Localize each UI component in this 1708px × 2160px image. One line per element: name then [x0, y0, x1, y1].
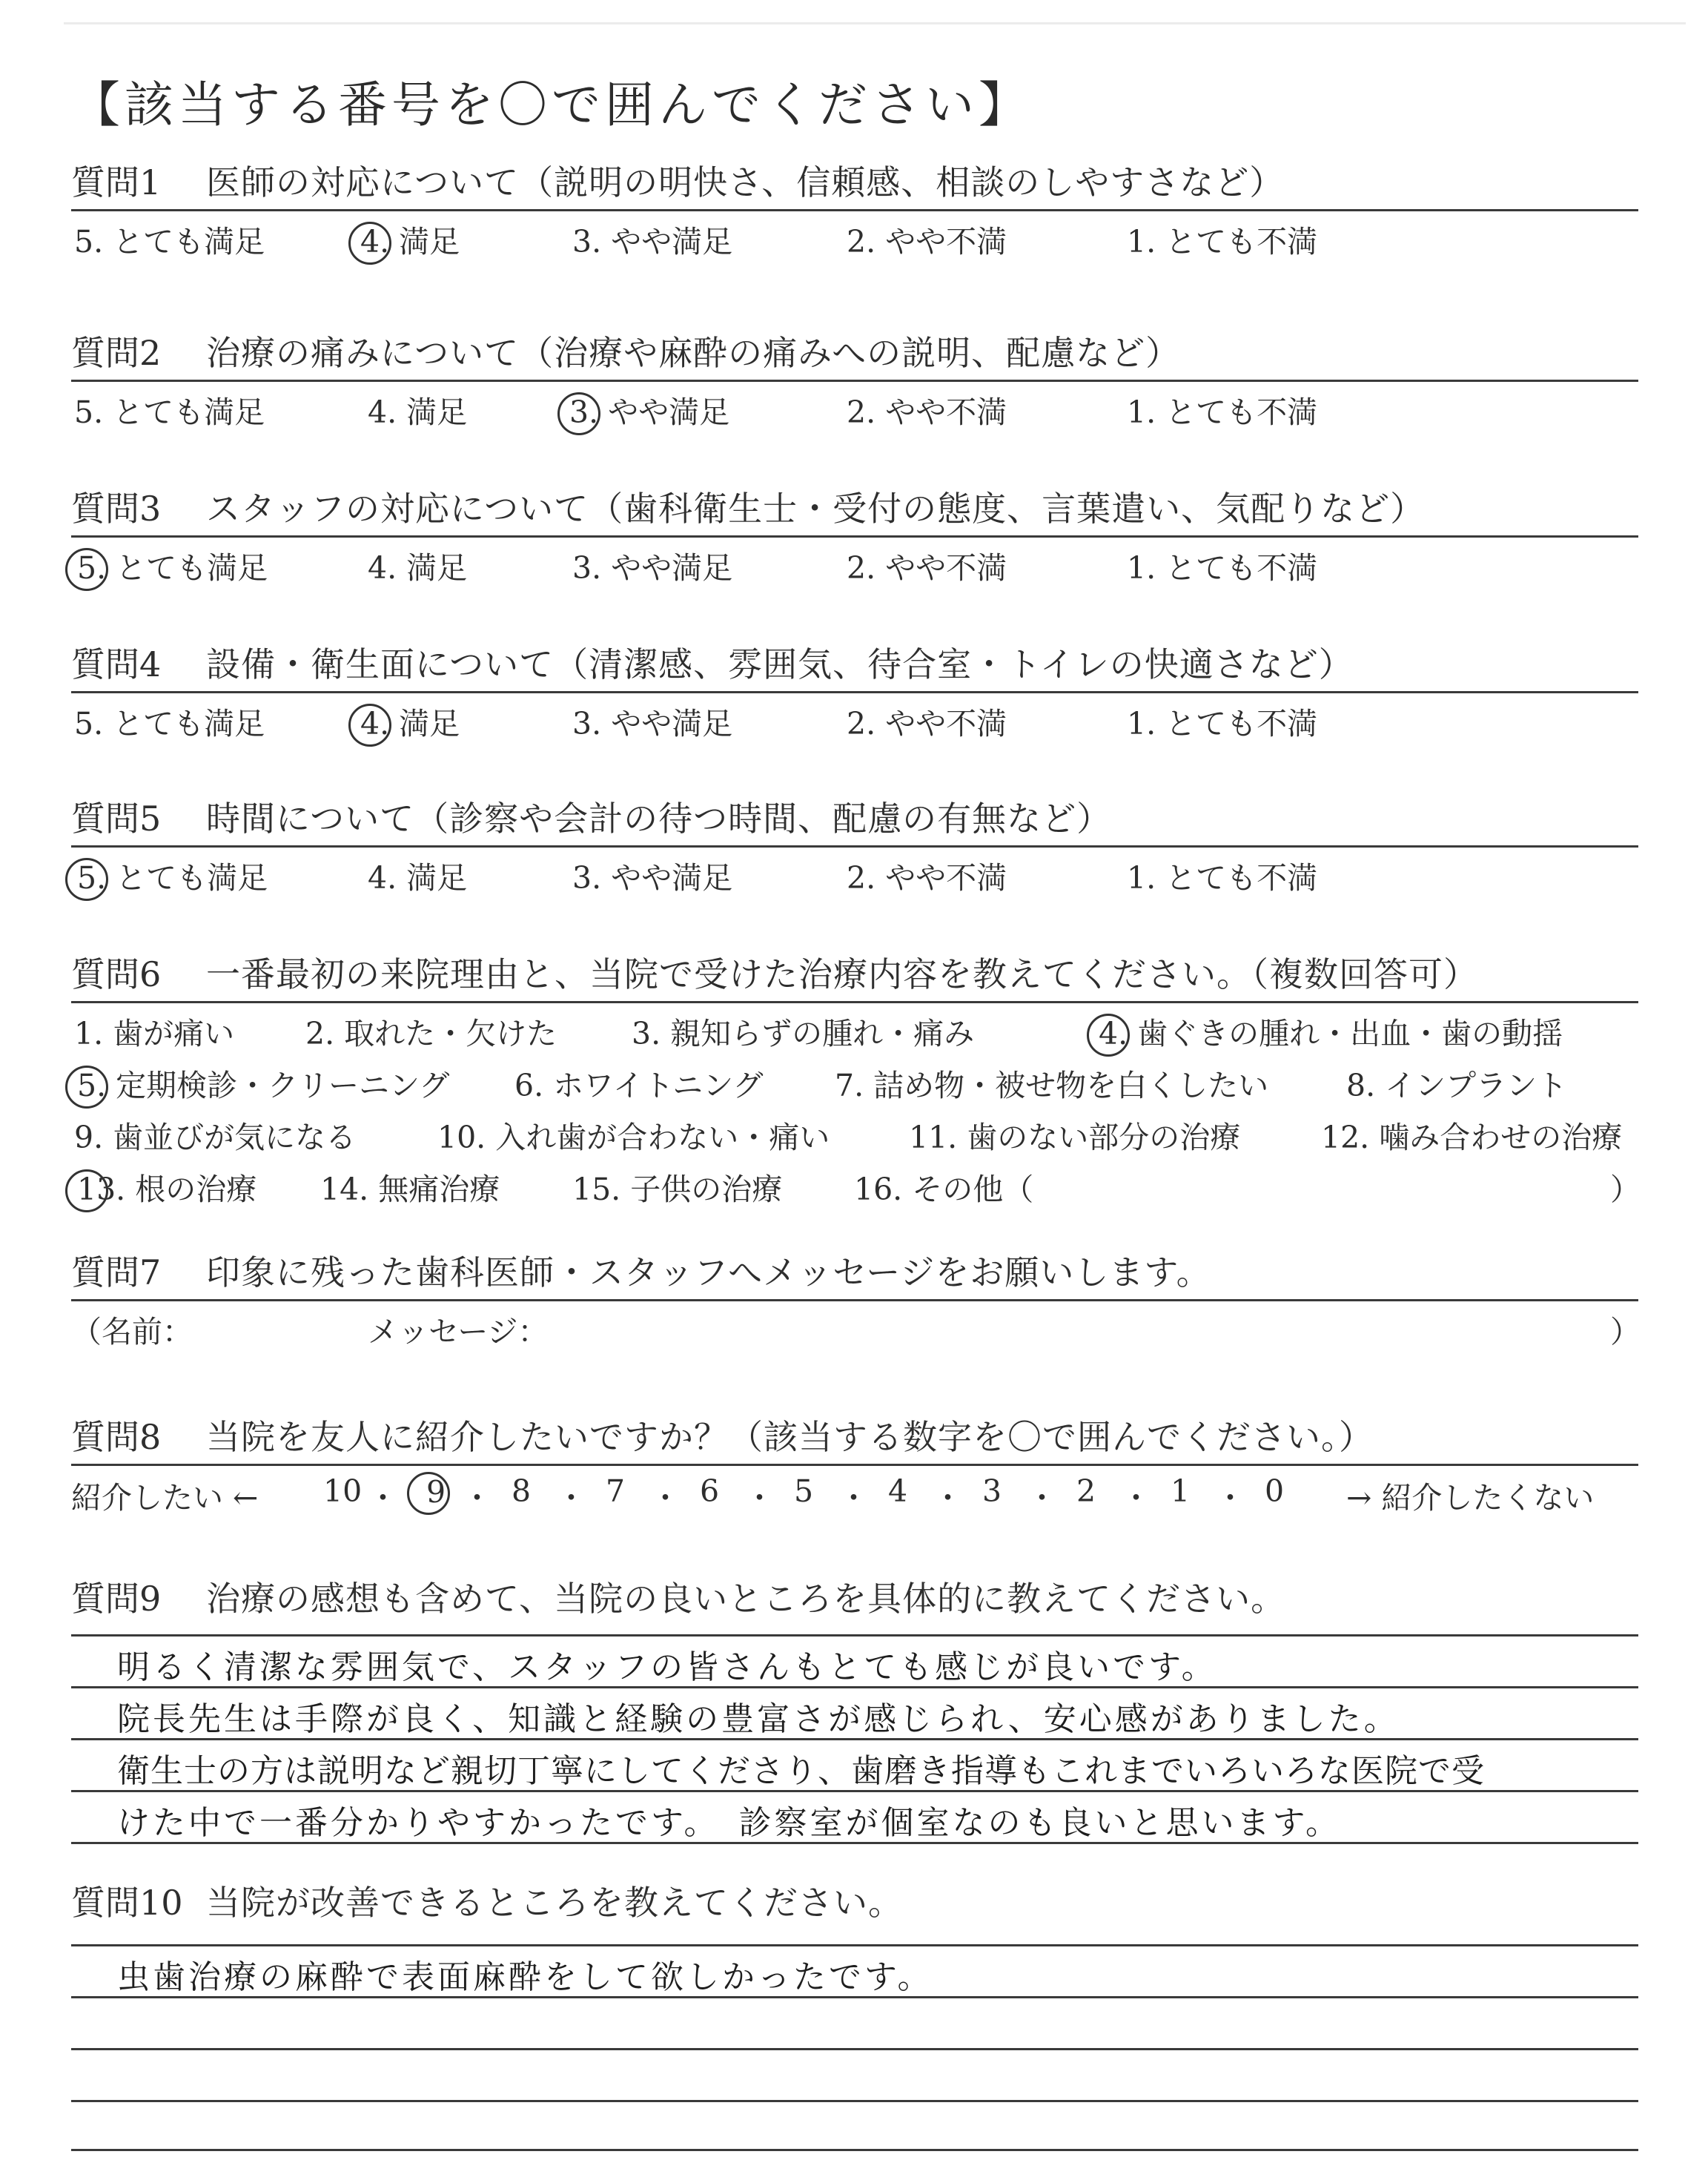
- question-1: [71, 156, 1638, 259]
- scale-left-label: 紹介したい ←: [71, 1480, 259, 1516]
- reason-16[interactable]: 16. その他（: [854, 1172, 1034, 1207]
- answer-line-2: 院長先生は手際が良く、知識と経験の豊富さが感じられ、安心感がありました。: [117, 1700, 1400, 1738]
- option-4[interactable]: [354, 699, 460, 748]
- option-2[interactable]: 2. やや不満: [847, 550, 1007, 586]
- reason-15[interactable]: 15. 子供の治療: [572, 1172, 783, 1207]
- scale-separator: ・: [744, 1480, 775, 1516]
- question-header: [71, 1246, 1638, 1301]
- option-3[interactable]: 3. やや満足: [572, 706, 733, 742]
- scale-separator: ・: [556, 1480, 586, 1516]
- recommend-scale: [71, 1466, 1638, 1516]
- rating-options: [71, 211, 1638, 259]
- reason-13[interactable]: [71, 1165, 256, 1214]
- top-edge-line: [64, 22, 1686, 24]
- option-label: 13. 根の治療: [77, 1172, 257, 1207]
- question-text: 医師の対応について（説明の明快さ、信頼感、相談のしやすさなど）: [206, 162, 1285, 202]
- scale-value-3[interactable]: [982, 1473, 1002, 1509]
- option-5[interactable]: 5. とても満足: [74, 706, 265, 742]
- option-2[interactable]: 2. やや不満: [847, 706, 1007, 742]
- scale-number: 2: [1076, 1473, 1096, 1509]
- question-4: [71, 638, 1638, 741]
- scale-separator: ・: [462, 1480, 492, 1516]
- question-header: [71, 1572, 1638, 1625]
- answer-line-3: 衛生士の方は説明など親切丁寧にしてくださり、歯磨き指導もこれまでいろいろな医院で受: [117, 1752, 1485, 1790]
- ruled-line: [71, 1634, 1638, 1636]
- question-label: 質問10: [71, 1883, 183, 1923]
- scale-separator: ・: [838, 1480, 869, 1516]
- question-3: [71, 482, 1638, 585]
- question-label: 質問2: [71, 333, 162, 373]
- question-8: [71, 1410, 1638, 1516]
- ruled-line: [71, 2048, 1638, 2050]
- option-label: 3. やや満足: [569, 394, 730, 430]
- message-label: メッセージ：: [368, 1314, 549, 1350]
- improvement-answer[interactable]: [71, 1929, 1638, 2152]
- rating-options: [71, 848, 1638, 895]
- reason-row-3: [71, 1107, 1638, 1159]
- scale-number: 4: [888, 1473, 908, 1509]
- selection-circle: [407, 1472, 450, 1515]
- ruled-line: [71, 2100, 1638, 2102]
- question-text: 一番最初の来院理由と、当院で受けた治療内容を教えてください。（複数回答可）: [206, 954, 1478, 994]
- scale-number: 3: [982, 1473, 1002, 1509]
- scale-number: 0: [1265, 1473, 1285, 1509]
- option-1[interactable]: 1. とても不満: [1127, 224, 1318, 260]
- name-label: （名前：: [71, 1314, 193, 1350]
- reason-row-1: [71, 1003, 1638, 1055]
- scale-value-10[interactable]: [323, 1473, 362, 1509]
- scale-value-8[interactable]: [512, 1473, 531, 1509]
- question-header: [71, 638, 1638, 693]
- question-label: 質問3: [71, 489, 162, 529]
- question-header: [71, 1876, 1638, 1929]
- reason-10[interactable]: 10. 入れ歯が合わない・痛い: [437, 1120, 830, 1155]
- scale-number: 8: [512, 1473, 532, 1509]
- option-2[interactable]: 2. やや不満: [847, 860, 1007, 896]
- option-label: 5. とても満足: [77, 550, 268, 586]
- question-text: 時間について（診察や会計の待つ時間、配慮の有無など）: [206, 799, 1112, 839]
- question-text: 治療の痛みについて（治療や麻酔の痛みへの説明、配慮など）: [206, 333, 1181, 373]
- option-label: 4. 歯ぐきの腫れ・出血・歯の動揺: [1099, 1016, 1563, 1051]
- option-label: 4. 満足: [360, 706, 460, 742]
- ruled-line: [71, 1944, 1638, 1946]
- question-label: 質問4: [71, 644, 162, 684]
- question-2: [71, 326, 1638, 429]
- reason-4[interactable]: [1093, 1009, 1563, 1058]
- option-2[interactable]: 2. やや不満: [847, 224, 1007, 260]
- other-close-paren: ）: [1610, 1172, 1641, 1207]
- question-header: [71, 482, 1638, 538]
- reason-7[interactable]: 7. 詰め物・被せ物を白くしたい: [835, 1068, 1269, 1103]
- question-label: 質問5: [71, 799, 162, 839]
- option-4[interactable]: 4. 満足: [368, 860, 468, 896]
- scale-separator: ・: [1215, 1480, 1245, 1516]
- option-5[interactable]: [71, 853, 268, 902]
- question-6: [71, 948, 1641, 1211]
- rating-options: [71, 382, 1638, 429]
- reason-2[interactable]: 2. 取れた・欠けた: [305, 1016, 557, 1051]
- scale-right-label: → 紹介したくない: [1346, 1480, 1595, 1516]
- scale-value-9[interactable]: [417, 1473, 446, 1516]
- scale-value-2[interactable]: [1076, 1473, 1096, 1509]
- reason-14[interactable]: 14. 無痛治療: [320, 1172, 500, 1207]
- reason-row-2: [71, 1055, 1638, 1107]
- reason-12[interactable]: 12. 噛み合わせの治療: [1321, 1120, 1623, 1155]
- selection-circle: [348, 222, 391, 265]
- option-4[interactable]: 4. 満足: [368, 550, 468, 586]
- reason-6[interactable]: 6. ホワイトニング: [514, 1068, 764, 1103]
- question-header: [71, 156, 1638, 211]
- scale-separator: ・: [933, 1480, 963, 1516]
- reason-11[interactable]: 11. 歯のない部分の治療: [909, 1120, 1241, 1155]
- scale-value-0[interactable]: [1265, 1473, 1284, 1509]
- option-2[interactable]: 2. やや不満: [847, 394, 1007, 430]
- scale-separator: ・: [650, 1480, 681, 1516]
- question-header: [71, 1410, 1638, 1466]
- question-label: 質問6: [71, 954, 162, 994]
- scale-value-1[interactable]: [1171, 1473, 1190, 1509]
- scale-number: 5: [794, 1473, 814, 1509]
- option-3[interactable]: [563, 388, 729, 437]
- question-text: 印象に残った歯科医師・スタッフへメッセージをお願いします。: [206, 1252, 1211, 1292]
- selection-circle: [557, 392, 600, 435]
- question-header: [71, 948, 1638, 1003]
- option-1[interactable]: 1. とても不満: [1127, 860, 1318, 896]
- message-close-paren: ）: [1610, 1314, 1641, 1350]
- reason-9[interactable]: 9. 歯並びが気になる: [74, 1120, 357, 1155]
- question-label: 質問8: [71, 1417, 162, 1457]
- reason-3[interactable]: 3. 親知らずの腫れ・痛み: [632, 1016, 975, 1051]
- message-fields: [71, 1301, 1641, 1350]
- question-5: [71, 792, 1638, 895]
- scale-separator: ・: [1027, 1480, 1057, 1516]
- scale-value-4[interactable]: [888, 1473, 907, 1509]
- reason-5[interactable]: [71, 1061, 449, 1110]
- option-1[interactable]: 1. とても不満: [1127, 706, 1318, 742]
- answer-line-1: 虫歯治療の麻酔で表面麻酔をして欲しかったです。: [117, 1958, 933, 1996]
- question-text: 治療の感想も含めて、当院の良いところを具体的に教えてください。: [206, 1579, 1286, 1619]
- good-points-answer[interactable]: [71, 1625, 1638, 1892]
- question-text: 設備・衛生面について（清潔感、雰囲気、待合室・トイレの快適さなど）: [206, 644, 1354, 684]
- selection-circle: [65, 1169, 108, 1212]
- reason-8[interactable]: 8. インプラント: [1346, 1068, 1568, 1103]
- scale-number: 9: [426, 1474, 446, 1510]
- scale-number: 1: [1171, 1473, 1191, 1509]
- option-label: 4. 満足: [360, 224, 460, 260]
- question-header: [71, 326, 1638, 382]
- scale-number: 7: [606, 1473, 626, 1509]
- option-4[interactable]: [354, 217, 460, 266]
- scale-value-5[interactable]: [794, 1473, 813, 1509]
- question-7: [71, 1246, 1641, 1350]
- scale-separator: ・: [368, 1480, 398, 1516]
- question-9: [71, 1572, 1638, 1892]
- option-5[interactable]: [71, 544, 268, 592]
- ruled-line: [71, 2149, 1638, 2151]
- option-1[interactable]: 1. とても不満: [1127, 550, 1318, 586]
- option-label: 5. とても満足: [77, 860, 268, 896]
- answer-line-1: 明るく清潔な雰囲気で、スタッフの皆さんもとても感じが良いです。: [117, 1648, 1217, 1686]
- option-5[interactable]: 5. とても満足: [74, 394, 265, 430]
- option-1[interactable]: 1. とても不満: [1127, 394, 1318, 430]
- selection-circle: [65, 1066, 108, 1109]
- instruction-header: 【該当する番号を〇で囲んでください】: [71, 76, 1032, 133]
- scale-number: 10: [323, 1473, 363, 1509]
- scale-separator: ・: [1121, 1480, 1151, 1516]
- reason-1[interactable]: 1. 歯が痛い: [74, 1016, 235, 1051]
- question-label: 質問7: [71, 1252, 162, 1292]
- scale-number: 6: [700, 1473, 720, 1509]
- selection-circle: [1087, 1014, 1130, 1057]
- option-3[interactable]: 3. やや満足: [572, 550, 733, 586]
- rating-options: [71, 538, 1638, 585]
- question-header: [71, 792, 1638, 848]
- question-label: 質問9: [71, 1579, 162, 1619]
- question-text: 当院が改善できるところを教えてください。: [206, 1883, 903, 1923]
- option-3[interactable]: 3. やや満足: [572, 224, 733, 260]
- rating-options: [71, 693, 1638, 741]
- option-5[interactable]: 5. とても満足: [74, 224, 265, 260]
- option-3[interactable]: 3. やや満足: [572, 860, 733, 896]
- selection-circle: [348, 704, 391, 747]
- answer-line-4: けた中で一番分かりやすかったです。 診察室が個室なのも良いと思います。: [117, 1804, 1341, 1842]
- reason-row-4: [71, 1159, 1641, 1211]
- question-text: 当院を友人に紹介したいですか？（該当する数字を〇で囲んでください。）: [206, 1417, 1374, 1457]
- scale-value-7[interactable]: [606, 1473, 625, 1509]
- question-10: [71, 1876, 1638, 2152]
- selection-circle: [65, 858, 108, 901]
- question-text: スタッフの対応について（歯科衛生士・受付の態度、言葉遣い、気配りなど）: [206, 489, 1426, 529]
- scale-value-6[interactable]: [700, 1473, 719, 1509]
- option-label: 5. 定期検診・クリーニング: [77, 1068, 450, 1103]
- selection-circle: [65, 548, 108, 591]
- question-label: 質問1: [71, 162, 162, 202]
- option-4[interactable]: 4. 満足: [368, 394, 468, 430]
